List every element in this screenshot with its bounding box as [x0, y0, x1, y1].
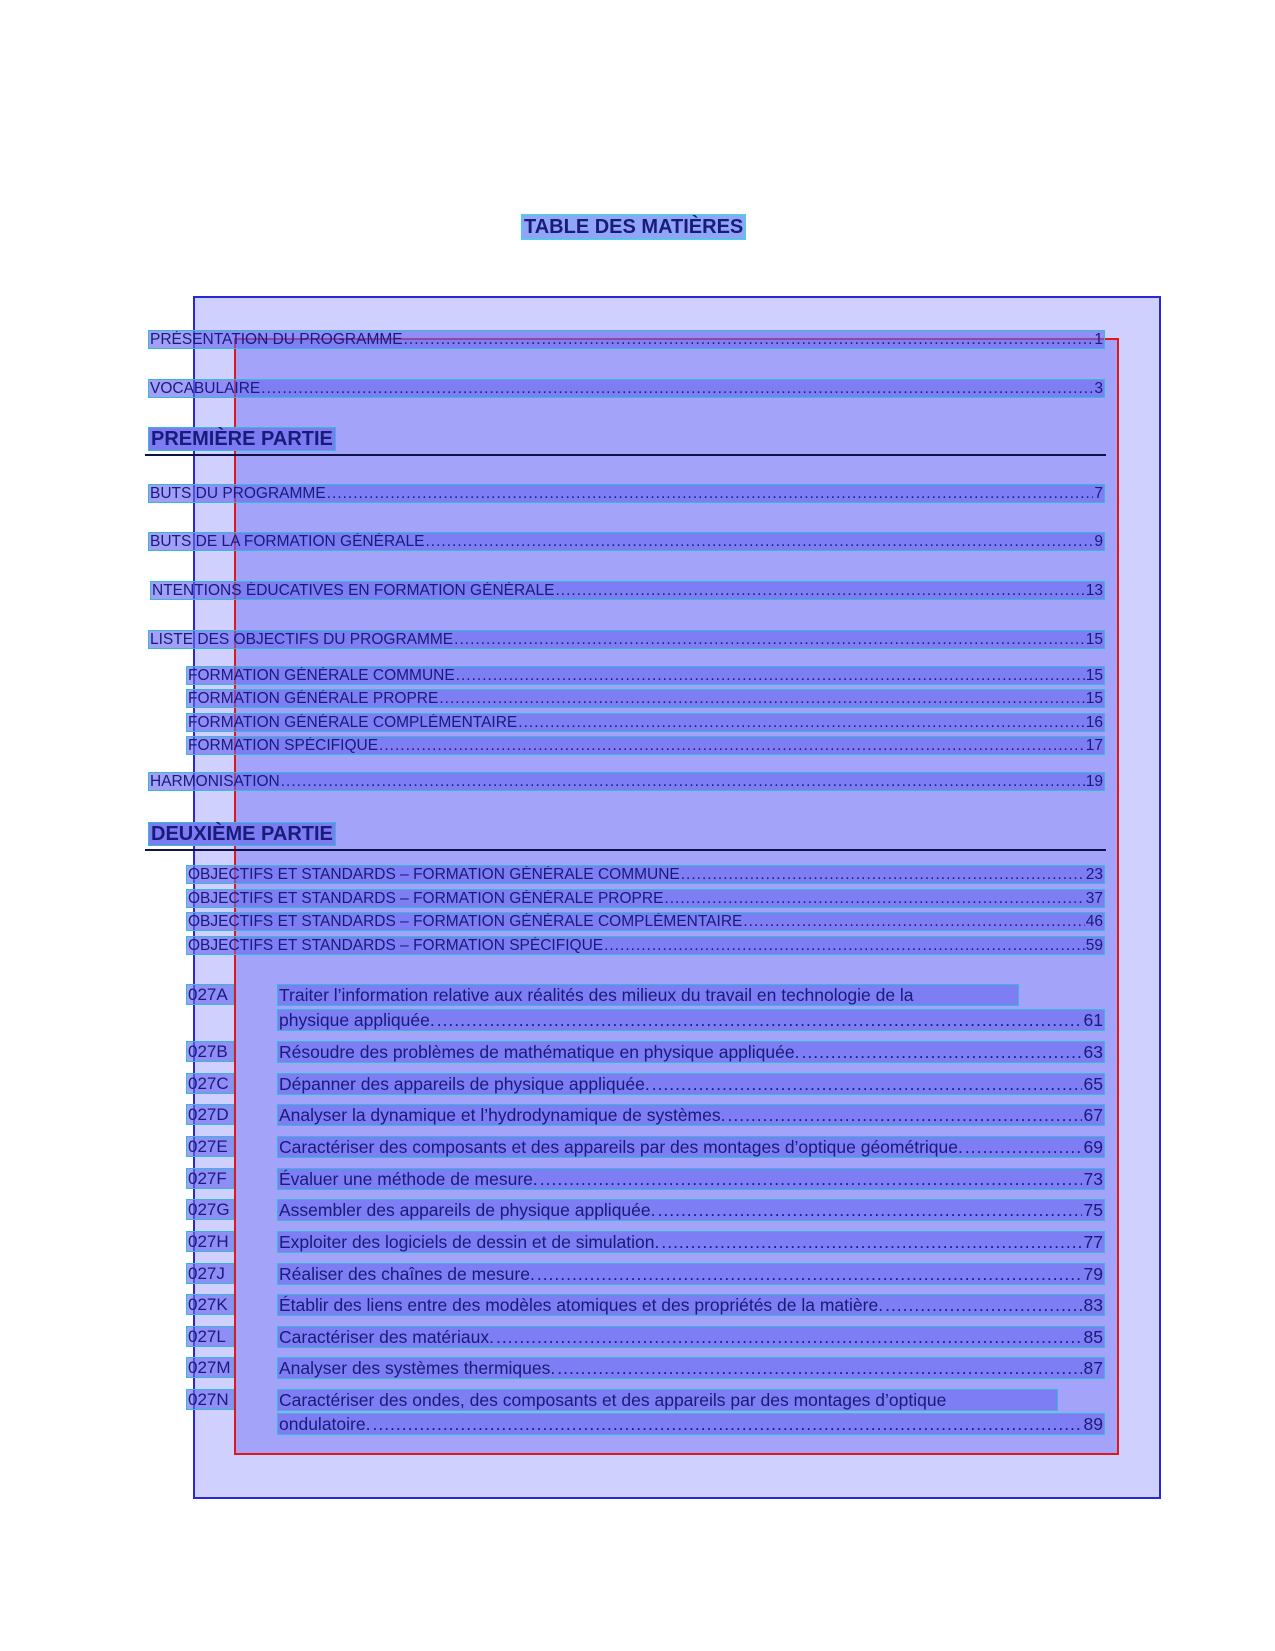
toc-entry-label: OBJECTIFS ET STANDARDS – FORMATION GÉNÉRALE COMPLÉMENTAIRE [188, 913, 743, 930]
toc-sub-entry[interactable] [186, 865, 1105, 884]
leader-dots [801, 1042, 1081, 1062]
toc-entry-label: FORMATION SPÉCIFIQUE [188, 737, 379, 754]
leader-dots [965, 1137, 1082, 1157]
leader-dots [404, 331, 1094, 348]
competency-code: 027A [186, 984, 234, 1005]
leader-dots [885, 1295, 1081, 1315]
toc-entry-label: BUTS DE LA FORMATION GÉNÉRALE [150, 533, 425, 550]
leader-dots [437, 1010, 1082, 1030]
competency-page: 79 [1083, 1264, 1103, 1284]
competency-page: 89 [1083, 1414, 1103, 1434]
competency-page: 63 [1083, 1042, 1103, 1062]
competency-page: 77 [1083, 1232, 1103, 1252]
toc-sub-entry[interactable] [186, 713, 1105, 732]
toc-entry-label: FORMATION GÉNÉRALE COMMUNE [188, 667, 455, 684]
competency-title: Caractériser des matériaux. [279, 1327, 494, 1347]
competency-page: 73 [1083, 1169, 1103, 1189]
competency-entry[interactable] [277, 1041, 1105, 1063]
section-rule [145, 849, 1106, 851]
competency-entry[interactable] [277, 1073, 1105, 1095]
leader-dots [743, 913, 1084, 930]
competency-title: Réaliser des chaînes de mesure. [279, 1264, 535, 1284]
competency-title: Dépanner des appareils de physique appliquée. [279, 1074, 650, 1094]
toc-entry[interactable] [148, 772, 1105, 791]
leader-dots [261, 380, 1093, 397]
leader-dots [652, 1074, 1082, 1094]
competency-title: Évaluer une méthode de mesure. [279, 1169, 538, 1189]
leader-dots [496, 1327, 1082, 1347]
competency-code: 027M [186, 1357, 234, 1378]
competency-title: physique appliquée. [279, 1010, 435, 1030]
competency-entry[interactable] [277, 1231, 1105, 1253]
toc-sub-entry[interactable] [186, 666, 1105, 685]
competency-title: Analyser la dynamique et l’hydrodynamique de systèmes. [279, 1105, 726, 1125]
toc-entry-page: 15 [1085, 631, 1103, 648]
leader-dots [727, 1105, 1081, 1125]
leader-dots [661, 1232, 1081, 1252]
toc-entry-page: 3 [1094, 380, 1103, 397]
competency-entry[interactable] [277, 1357, 1105, 1379]
toc-entry[interactable] [148, 330, 1105, 349]
toc-entry-page: 15 [1085, 690, 1103, 707]
toc-entry[interactable] [148, 484, 1105, 503]
competency-code: 027J [186, 1263, 234, 1284]
competency-page: 61 [1083, 1010, 1103, 1030]
toc-entry-page: 15 [1085, 667, 1103, 684]
toc-entry-label: FORMATION GÉNÉRALE PROPRE [188, 690, 439, 707]
leader-dots [327, 485, 1094, 502]
toc-entry-label: BUTS DU PROGRAMME [150, 485, 326, 502]
competency-code: 027B [186, 1041, 234, 1062]
competency-code: 027H [186, 1231, 234, 1252]
competency-entry[interactable] [277, 1009, 1105, 1031]
toc-entry-page: 1 [1094, 331, 1103, 348]
toc-entry-label: HARMONISATION [150, 773, 280, 790]
toc-sub-entry[interactable] [186, 736, 1105, 755]
toc-entry-page: 9 [1094, 533, 1103, 550]
competency-entry[interactable] [277, 1326, 1105, 1348]
toc-entry-page: 59 [1085, 937, 1103, 954]
toc-entry[interactable] [150, 581, 1105, 600]
competency-title: Caractériser des composants et des appareils par des montages d’optique géométrique. [279, 1137, 963, 1157]
toc-entry-page: 23 [1085, 866, 1103, 883]
competency-title-line: Caractériser des ondes, des composants et des appareils par des montages d’optique [277, 1389, 1058, 1411]
toc-entry-label: OBJECTIFS ET STANDARDS – FORMATION GÉNÉRALE COMMUNE [188, 866, 680, 883]
competency-code: 027F [186, 1168, 234, 1189]
competency-page: 87 [1083, 1358, 1103, 1378]
competency-code: 027L [186, 1326, 234, 1347]
leader-dots [557, 1358, 1081, 1378]
leader-dots [372, 1414, 1081, 1434]
toc-entry-page: 19 [1085, 773, 1103, 790]
toc-entry-page: 7 [1094, 485, 1103, 502]
competency-entry[interactable] [277, 1263, 1105, 1285]
toc-entry-page: 37 [1085, 890, 1103, 907]
toc-entry-page: 13 [1085, 582, 1103, 599]
section-heading: DEUXIÈME PARTIE [148, 822, 336, 846]
toc-entry-page: 16 [1085, 714, 1103, 731]
leader-dots [454, 631, 1085, 648]
toc-entry[interactable] [148, 532, 1105, 551]
competency-entry[interactable] [277, 1413, 1105, 1435]
competency-entry[interactable] [277, 1104, 1105, 1126]
toc-sub-entry[interactable] [186, 936, 1105, 955]
toc-entry-label: OBJECTIFS ET STANDARDS – FORMATION SPÉCIFIQUE [188, 937, 604, 954]
competency-code: 027G [186, 1199, 234, 1220]
competency-page: 67 [1083, 1105, 1103, 1125]
competency-entry[interactable] [277, 1294, 1105, 1316]
toc-entry-label: LISTE DES OBJECTIFS DU PROGRAMME [150, 631, 454, 648]
leader-dots [456, 667, 1085, 684]
competency-page: 69 [1083, 1137, 1103, 1157]
section-rule [145, 454, 1106, 456]
competency-page: 83 [1083, 1295, 1103, 1315]
leader-dots [664, 890, 1084, 907]
competency-title: ondulatoire. [279, 1414, 371, 1434]
page-title: TABLE DES MATIÈRES [521, 214, 746, 240]
leader-dots [555, 582, 1084, 599]
competency-title-line: Traiter l’information relative aux réalités des milieux du travail en technologie de la [277, 984, 1019, 1006]
section-heading: PREMIÈRE PARTIE [148, 427, 336, 451]
leader-dots [439, 690, 1084, 707]
toc-sub-entry[interactable] [186, 912, 1105, 931]
toc-entry-label: VOCABULAIRE [150, 380, 261, 397]
toc-entry-page: 46 [1085, 913, 1103, 930]
leader-dots [425, 533, 1093, 550]
competency-title: Analyser des systèmes thermiques. [279, 1358, 556, 1378]
toc-sub-entry[interactable] [186, 689, 1105, 708]
competency-page: 85 [1083, 1327, 1103, 1347]
toc-entry-label: FORMATION GÉNÉRALE COMPLÉMENTAIRE [188, 714, 518, 731]
competency-title: Assembler des appareils de physique appliquée. [279, 1200, 656, 1220]
competency-entry[interactable] [277, 1199, 1105, 1221]
leader-dots [604, 937, 1085, 954]
competency-page: 75 [1083, 1200, 1103, 1220]
toc-entry[interactable] [148, 379, 1105, 398]
leader-dots [658, 1200, 1082, 1220]
leader-dots [379, 737, 1085, 754]
competency-title: Établir des liens entre des modèles atomiques et des propriétés de la matière. [279, 1295, 884, 1315]
toc-entry[interactable] [148, 630, 1105, 649]
leader-dots [518, 714, 1084, 731]
toc-sub-entry[interactable] [186, 889, 1105, 908]
toc-entry-label: OBJECTIFS ET STANDARDS – FORMATION GÉNÉRALE PROPRE [188, 890, 664, 907]
leader-dots [281, 773, 1085, 790]
competency-code: 027D [186, 1104, 234, 1125]
toc-entry-page: 17 [1085, 737, 1103, 754]
competency-page: 65 [1083, 1074, 1103, 1094]
competency-code: 027C [186, 1073, 234, 1094]
competency-code: 027N [186, 1389, 234, 1410]
competency-code: 027E [186, 1136, 234, 1157]
competency-entry[interactable] [277, 1168, 1105, 1190]
competency-code: 027K [186, 1294, 234, 1315]
leader-dots [540, 1169, 1082, 1189]
leader-dots [681, 866, 1085, 883]
toc-entry-label: PRÉSENTATION DU PROGRAMME [150, 331, 403, 348]
competency-title: Exploiter des logiciels de dessin et de simulation. [279, 1232, 660, 1252]
leader-dots [537, 1264, 1082, 1284]
competency-entry[interactable] [277, 1136, 1105, 1158]
toc-entry-label: NTENTIONS ÉDUCATIVES EN FORMATION GÉNÉRALE [152, 582, 555, 599]
competency-title: Résoudre des problèmes de mathématique en physique appliquée. [279, 1042, 800, 1062]
